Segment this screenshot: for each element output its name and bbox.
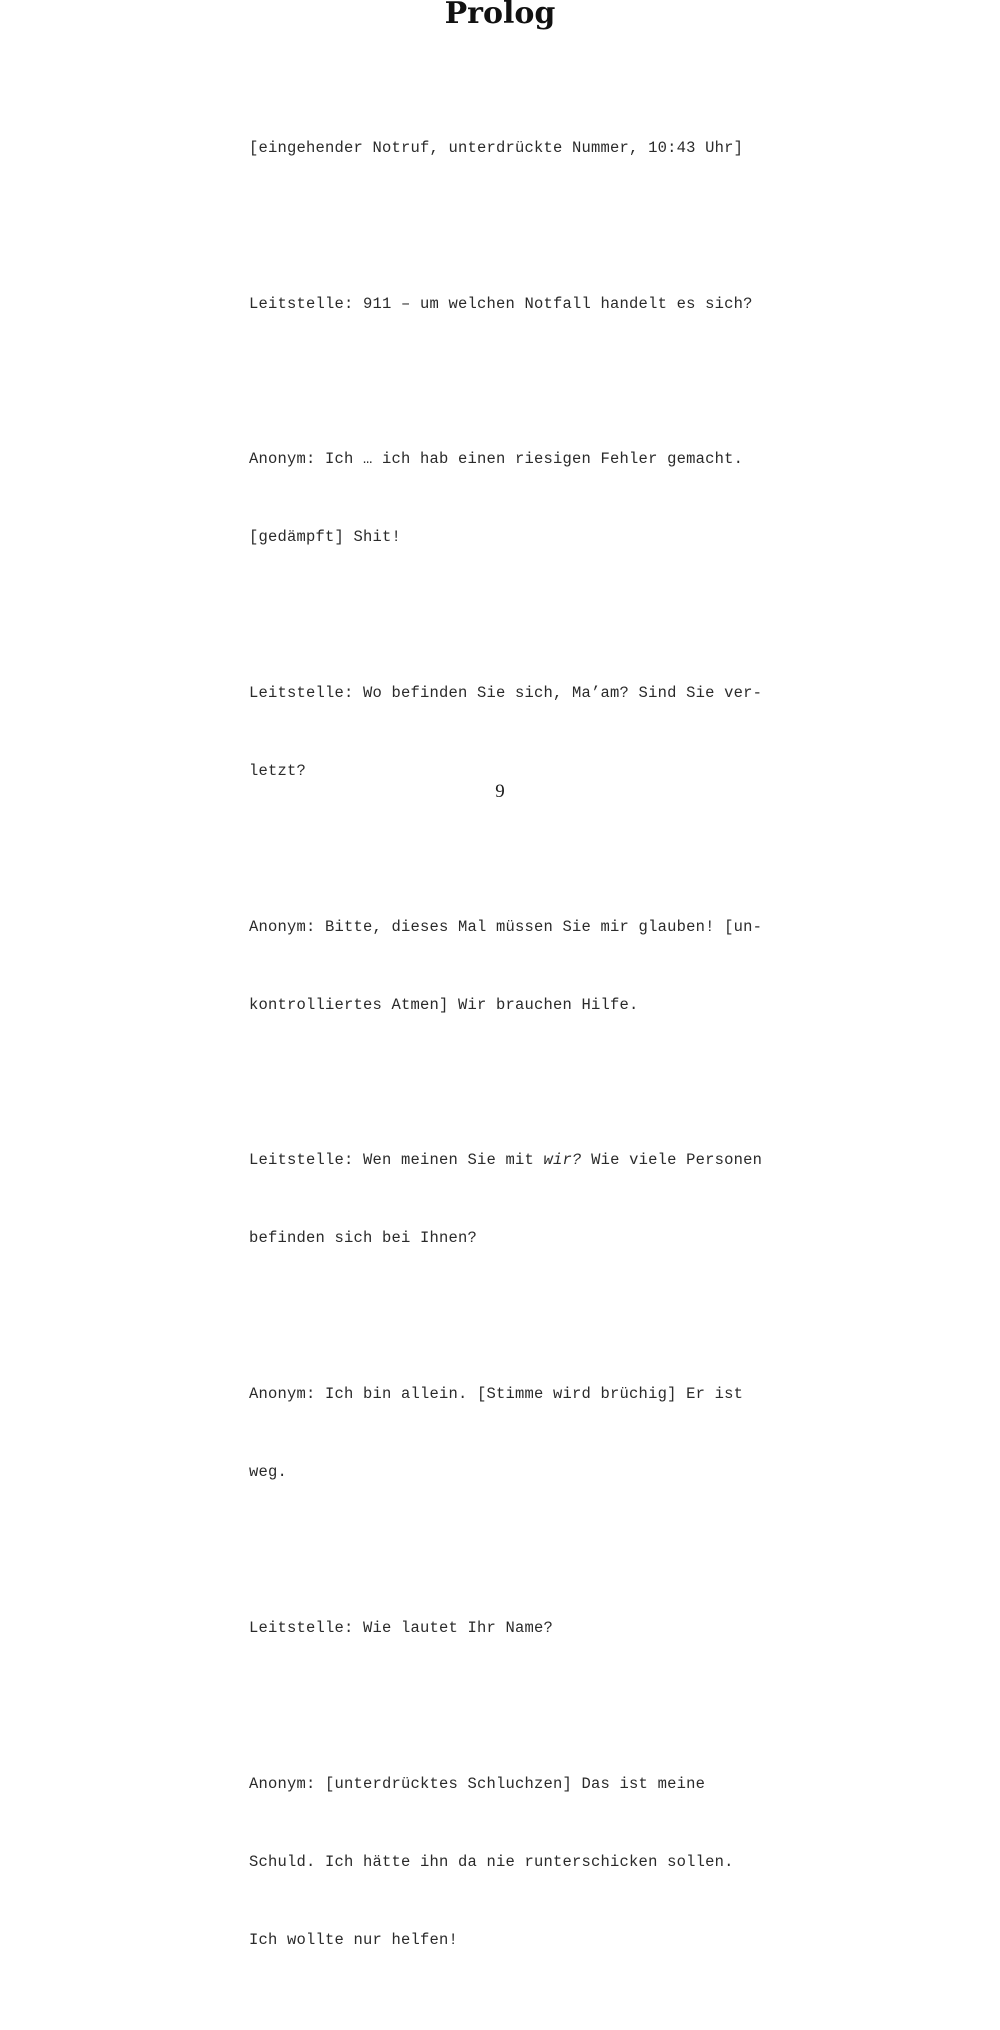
dialogue-entry-dispatcher — [249, 1563, 769, 1693]
transcript-line: Leitstelle: 911 – um welchen Notfall handelt es sich? — [249, 294, 753, 313]
transcript-line: weg. — [249, 1463, 288, 1482]
emphasized-word: wir? — [543, 1151, 582, 1170]
transcript-line: Leitstelle: Wie lautet Ihr Name? — [249, 1618, 554, 1637]
dialogue-entry-caller — [249, 1719, 769, 2005]
transcript-line: befinden sich bei Ihnen? — [249, 1229, 478, 1248]
transcript-line: Anonym: Bitte, dieses Mal müssen Sie mir glauben! [un- — [249, 917, 763, 936]
dialogue-entry-dispatcher — [249, 239, 769, 369]
page-number: 9 — [495, 781, 505, 802]
transcript-line: [eingehender Notruf, unterdrückte Nummer, 10:43 Uhr] — [249, 139, 744, 157]
dialogue-entry-dispatcher — [249, 1095, 769, 1303]
dialogue-entry-caller — [249, 862, 769, 1070]
dialogue-entry-caller — [249, 1329, 769, 1537]
transcript-line: Leitstelle: Wo befinden Sie sich, Ma’am? Sind Sie ver- — [249, 684, 763, 703]
transcript-line: kontrolliertes Atmen] Wir brauchen Hilfe. — [249, 995, 639, 1014]
transcript-line: Schuld. Ich hätte ihn da nie runterschicken sollen. — [249, 1852, 734, 1871]
transcript-line — [249, 1147, 769, 1173]
transcript-line: Anonym: Ich bin allein. [Stimme wird brüchig] Er ist — [249, 1385, 744, 1404]
transcript-line: Anonym: Ich … ich hab einen riesigen Fehler gemacht. — [249, 450, 744, 469]
chapter-title: Prolog — [444, 0, 556, 31]
call-header — [249, 83, 769, 213]
call-transcript — [249, 83, 769, 2030]
transcript-line: Ich wollte nur helfen! — [249, 1930, 459, 1949]
line-text: Wie viele Personen — [581, 1151, 763, 1170]
transcript-line: letzt? — [249, 762, 307, 781]
line-text: Leitstelle: Wen meinen Sie mit — [249, 1151, 544, 1170]
transcript-line: [gedämpft] Shit! — [249, 528, 402, 547]
transcript-line: Anonym: [unterdrücktes Schluchzen] Das ist meine — [249, 1774, 706, 1793]
dialogue-entry-dispatcher — [249, 628, 769, 836]
dialogue-entry-caller — [249, 394, 769, 602]
